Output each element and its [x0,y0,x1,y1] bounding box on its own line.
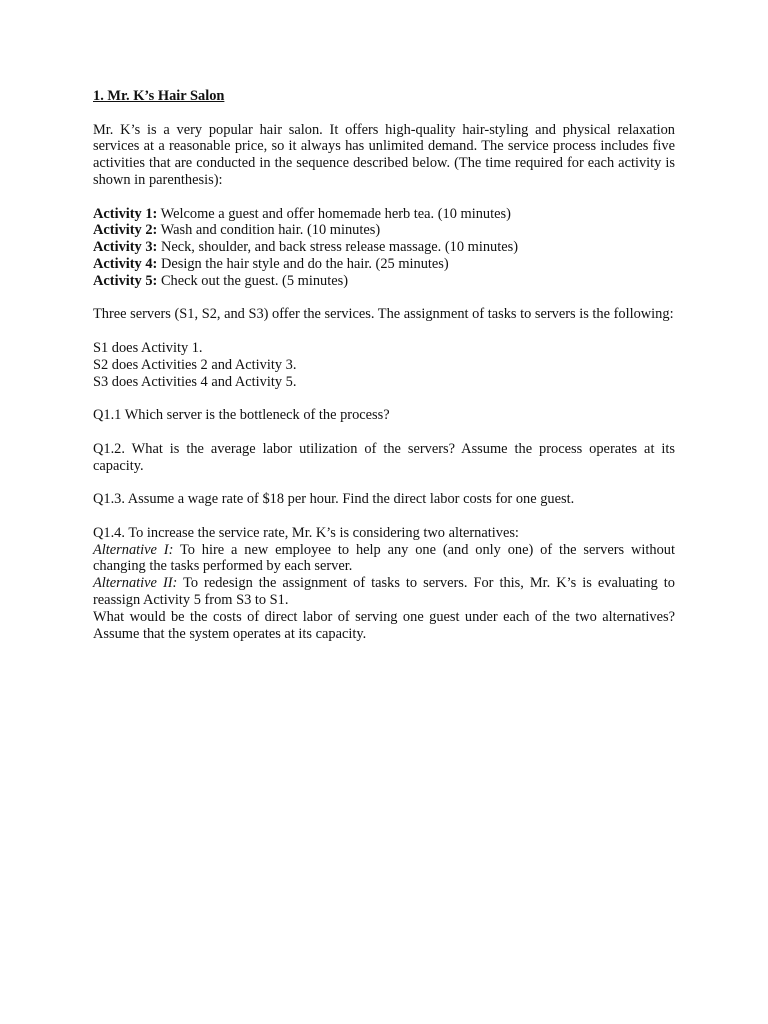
activity-text: Wash and condition hair. (10 minutes) [157,222,381,239]
activity-label: Activity 3: [93,239,158,256]
document-title: 1. Mr. K’s Hair Salon [93,88,225,104]
spacer [93,105,675,122]
assignment-item: S2 does Activities 2 and Activity 3. [93,356,297,373]
spacer [93,508,675,525]
activity-label: Activity 4: [93,255,158,272]
assignment-list [93,340,675,390]
assignment-item: S3 does Activities 4 and Activity 5. [93,373,297,390]
activity-item [93,222,675,239]
document-body [93,88,675,642]
servers-paragraph: Three servers (S1, S2, and S3) offer the services. The assignment of tasks to servers is the following: [93,306,674,323]
activity-label: Activity 1: [93,205,158,222]
activity-label: Activity 5: [93,272,158,289]
intro-paragraph: Mr. K’s is a very popular hair salon. It offers high-quality hair-styling and physical relaxation services at a reasonable price, so it always has unlimited demand. The service process includes five activities that are conducted in the sequence described below. (The time required for each activity is shown in parenthesis): [93,121,675,188]
spacer [93,189,675,206]
activity-item [93,239,675,256]
activity-text: Neck, shoulder, and back stress release massage. (10 minutes) [157,239,519,256]
alternative-2-label: Alternative II: [93,575,178,592]
alternative-1 [93,542,675,576]
alternative-1-label: Alternative I: [93,541,174,558]
assignment-item: S1 does Activity 1. [93,339,203,356]
question-1-1: Q1.1 Which server is the bottleneck of the process? [93,407,390,424]
spacer [93,390,675,407]
spacer [93,424,675,441]
activity-text: Check out the guest. (5 minutes) [157,272,348,289]
spacer [93,474,675,491]
spacer [93,290,675,307]
alternative-1-text: To hire a new employee to help any one (and only one) of the servers without changing the tasks performed by each server. [93,541,675,575]
spacer [93,323,675,340]
activity-text: Design the hair style and do the hair. (25 minutes) [157,255,449,272]
question-1-4: Q1.4. To increase the service rate, Mr. K’s is considering two alternatives: [93,524,519,541]
question-1-2: Q1.2. What is the average labor utilization of the servers? Assume the process operates at its capacity. [93,440,675,474]
activity-list [93,206,675,290]
activity-text: Welcome a guest and offer homemade herb tea. (10 minutes) [157,205,511,222]
activity-item [93,273,675,290]
alternative-2-text: To redesign the assignment of tasks to servers. For this, Mr. K’s is evaluating to reassign Activity 5 from S3 to S1. [93,575,675,608]
activity-item [93,256,675,273]
activity-item [93,206,675,223]
alternative-2 [93,575,675,609]
activity-label: Activity 2: [93,222,158,239]
question-1-3: Q1.3. Assume a wage rate of $18 per hour. Find the direct labor costs for one guest. [93,491,575,508]
closing-question: What would be the costs of direct labor of serving one guest under each of the two alternatives? Assume that the system operates at its capacity. [93,608,675,642]
